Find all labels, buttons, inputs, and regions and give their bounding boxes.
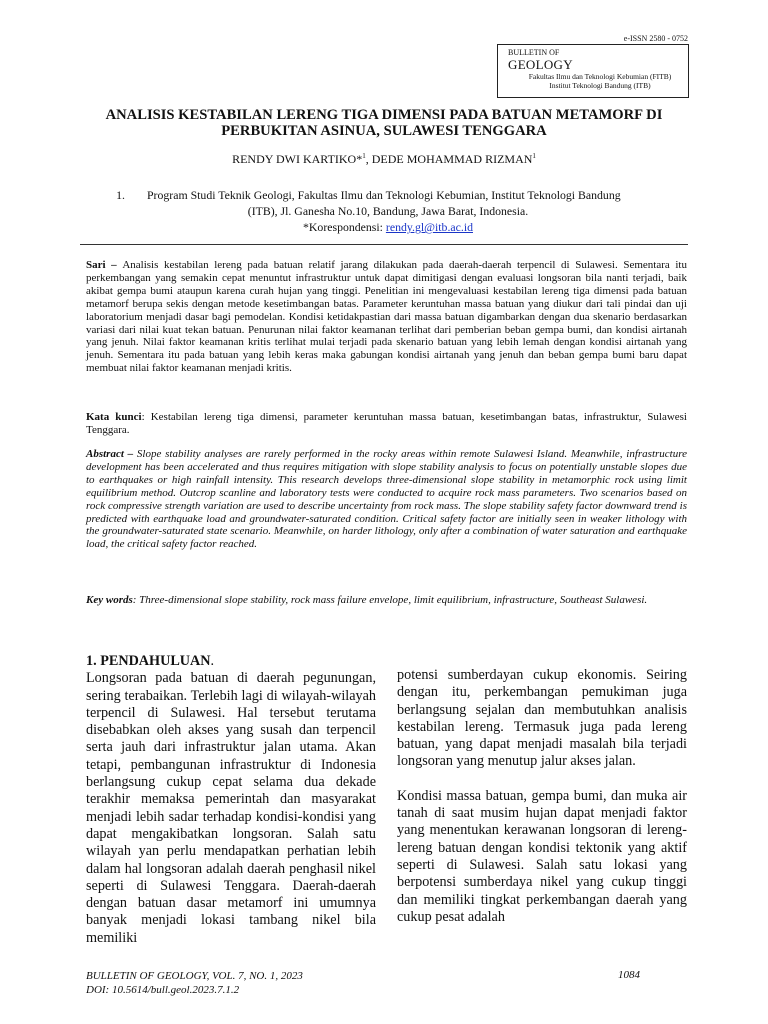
sari-label: Sari – [86, 259, 123, 271]
footer-doi: DOI: 10.5614/bull.geol.2023.7.1.2 [86, 984, 240, 996]
correspondence-label: *Korespondensi: [303, 220, 386, 234]
affiliation-number: 1. [116, 188, 125, 202]
abstract-label: Abstract – [86, 448, 137, 460]
key-words-paragraph [86, 594, 687, 607]
author-1-affil: 1 [362, 152, 366, 160]
affiliation-block [80, 187, 688, 235]
paper-title: ANALISIS KESTABILAN LERENG TIGA DIMENSI PADA BATUAN METAMORF DI PERBUKITAN ASINUA, SULAWESI TENGGARA [105, 107, 663, 139]
right-column-paragraph-2: Kondisi massa batuan, gempa bumi, dan muka air tanah di saat musim hujan dapat menjadi faktor yang menentukan kerawanan longsoran di lereng-lereng batuan dengan kondisi tektonik yang aktif seperti di Sulawesi. Salah satu lokasi yang berpotensi sumberdaya nikel yang cukup tinggi dan memiliki tingkat perkembangan daerah yang cukup pesat adalah [397, 787, 687, 925]
affiliation-line-1: Program Studi Teknik Geologi, Fakultas Ilmu dan Teknologi Kebumian, Institut Teknologi Bandung [147, 188, 621, 202]
key-words-label: Key words [86, 594, 133, 606]
geology-label: GEOLOGY [508, 57, 573, 72]
institute-label: Institut Teknologi Bandung (ITB) [549, 81, 651, 90]
author-1: RENDY DWI KARTIKO* [232, 152, 363, 166]
abstract-text: Slope stability analyses are rarely performed in the rocky areas within remote Sulawesi Island. Meanwhile, infrastructure development has been accelerated and thus requires mitigation with slope stability analysis to focus on potentially unstable slopes due to earthquakes or high rainfall intensity. This research develops three-dimensional slope stability in metamorphic rock using limit equilibrium method. Outcrop scanline and laboratory tests were conducted to acquire rock mass parameters. Two scenarios based on rock compressive strength variation are used to describe uncertainty from rock mass. The slope stability safety factor downward trend is predicted with earthquake load and groundwater-saturated condition. Critical safety factor are initially seen in weaker lithology with the groundwater-saturated state scenario. Meanwhile, on harder lithology, only after a combination of water saturation and earthquake load, the critical safety factor reached. [86, 448, 687, 551]
author-2-affil: 1 [532, 152, 536, 160]
sari-paragraph [86, 259, 687, 375]
right-column-paragraph-1: potensi sumberdayan cukup ekonomis. Seiring dengan itu, perkembangan pemukiman juga berlangsung sejalan dan membutuhkan analisis kestabilan lereng. Termasuk juga pada lereng batuan, yang dapat menjadi masalah bila terjadi longsoran yang menutup jalur akses jalan. [397, 667, 687, 770]
footer-journal: BULLETIN OF GEOLOGY, VOL. 7, NO. 1, 2023 [86, 970, 303, 982]
bulletin-of-label: BULLETIN OF [508, 48, 560, 57]
abstract-paragraph [86, 448, 687, 551]
sari-text: Analisis kestabilan lereng pada batuan relatif jarang dilakukan pada daerah-daerah terpencil di Sulawesi. Sementara itu perkembangan yang semakin cepat menuntut infrastruktur untuk dapat dimitigasi dengan evaluasi longsoran bila nanti terjadi, baik akibat gempa bumi ataupun karena curah hujan yang tinggi. Penelitian ini mengevaluasi kestabilan lereng tiga dimensi pada batuan metamorf berupa sekis dengan metode kesetimbangan batas. Parameter keruntuhan massa batuan yang diukur dari tali pindai dan uji laboratorium menjadi dasar bagi pemodelan. Kondisi ketidakpastian dari massa batuan digambarkan dengan dua skenario berdasarkan variasi dari nilai kuat tekan batuan. Penurunan nilai faktor keamanan terlihat dari pemberian beban gempa bumi, dan kondisi airtanah yang jenuh. Nilai faktor keamanan kritis terlihat mulai terjadi pada skenario batuan yang lebih lemah dengan kondisi airtanah yang jenuh. Sementara itu pada batuan yang lebih keras maka gabungan kondisi airtanah yang jenuh dan beban gempa bumi baru dapat membuat nilai faktor keamanan menjadi kritis. [86, 259, 687, 375]
right-column [397, 667, 687, 926]
section-heading [86, 653, 376, 670]
kata-kunci-label: Kata kunci [86, 411, 142, 423]
author-2: DEDE MOHAMMAD RIZMAN [371, 152, 533, 166]
issn-label: e-ISSN 2580 - 0752 [623, 34, 688, 43]
correspondence-line [80, 219, 688, 235]
author-separator: , [365, 152, 372, 166]
author-list [80, 152, 688, 167]
key-words-text: : Three-dimensional slope stability, rock mass failure envelope, limit equilibrium, infrastructure, Southeast Sulawesi. [132, 594, 648, 606]
kata-kunci-paragraph [86, 411, 687, 437]
email-link[interactable]: rendy.gl@itb.ac.id [385, 220, 473, 234]
journal-logo-box [497, 44, 689, 98]
section-heading-dot: . [210, 653, 215, 669]
left-column-text: Longsoran pada batuan di daerah pegunungan, sering terabaikan. Terlebih lagi di wilayah-wilayah terpencil di Sulawesi. Hal tersebut terutama disebabkan oleh akses yang susah dan terpencil serta jauh dari infrastruktur jalan utama. Akan tetapi, pembangunan infrastruktur di Indonesia berlangsung cukup cepat selama dua dekade terakhir memaksa pemerintah dan masyarakat menjadi lebih sadar terhadap kondisi-kondisi yang dapat mengakibatkan longsoran. Salah satu wilayah yan perlu mendapatkan perhatian lebih dalam hal longsoran adalah daerah penghasil nikel seperti di Sulawesi Tenggara. Daerah-daerah dengan batuan dasar metamorf ini umumnya banyak menjadi lokasi tambang nikel bila memiliki [86, 670, 376, 946]
affiliation-line-2: (ITB), Jl. Ganesha No.10, Bandung, Jawa Barat, Indonesia. [247, 204, 529, 218]
faculty-label: Fakultas Ilmu dan Teknologi Kebumian (FITB) [528, 72, 672, 81]
kata-kunci-text: : Kestabilan lereng tiga dimensi, parameter keruntuhan massa batuan, kesetimbangan batas, infrastruktur, Sulawesi Tenggara. [86, 411, 687, 436]
divider [80, 244, 688, 245]
left-column [86, 653, 376, 947]
section-heading-text: 1. PENDAHULUAN [86, 653, 211, 669]
page-number: 1084 [618, 969, 640, 981]
